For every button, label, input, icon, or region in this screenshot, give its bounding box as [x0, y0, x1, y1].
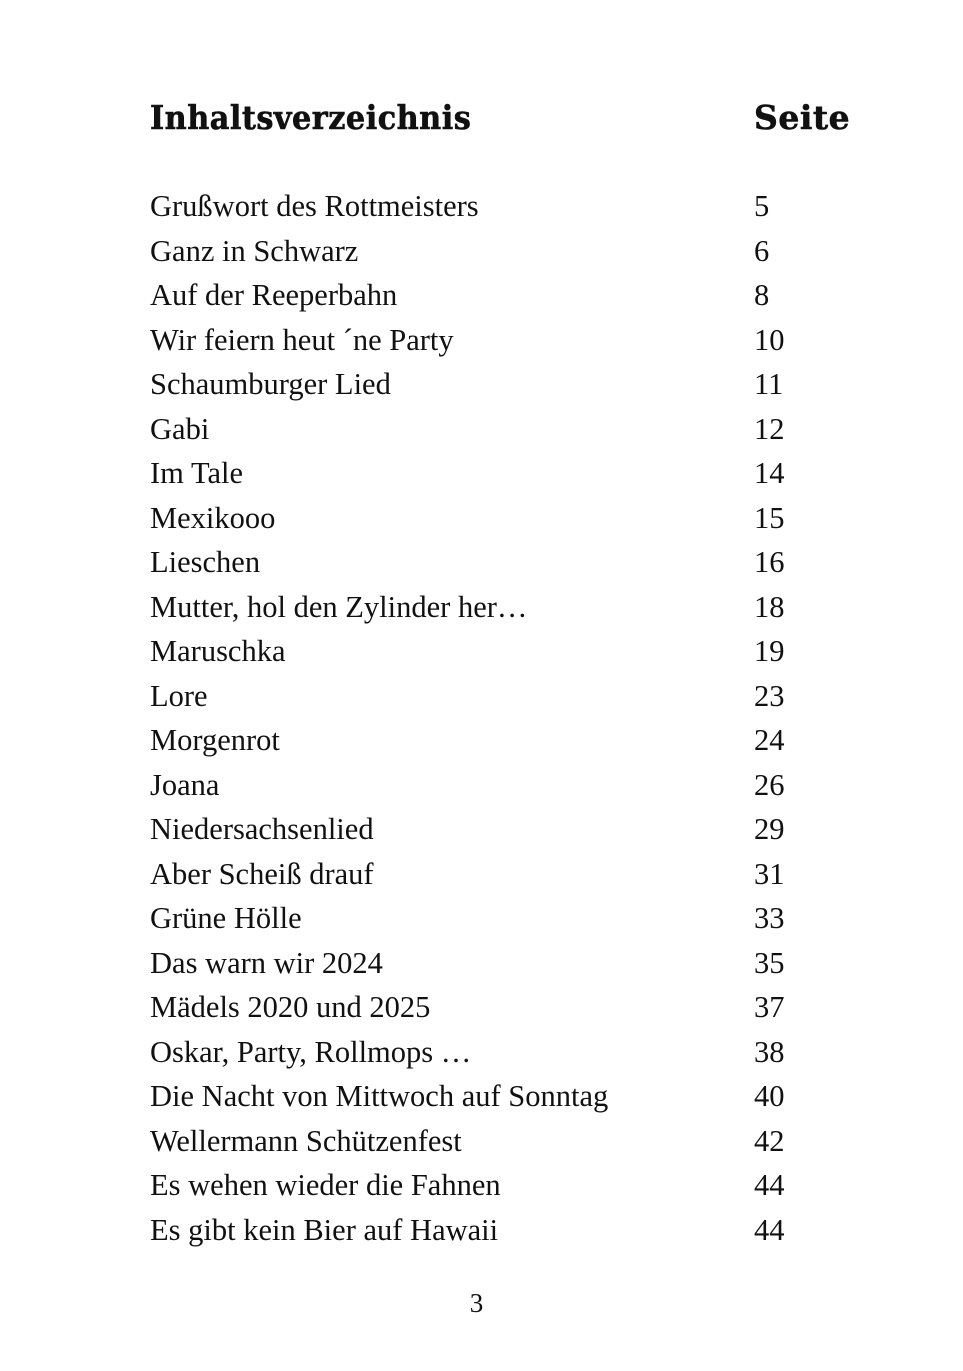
toc-entry-title: Lieschen	[150, 545, 261, 579]
toc-entry-page: 29	[754, 812, 785, 846]
toc-entry-page: 15	[754, 500, 785, 535]
toc-entry-page: 16	[754, 545, 785, 579]
toc-entry-title: Schaumburger Lied	[150, 367, 391, 401]
toc-entry	[150, 852, 840, 897]
toc-entry	[150, 229, 840, 274]
toc-entry	[150, 674, 840, 719]
toc-entry-title: Mutter, hol den Zylinder her…	[150, 589, 528, 624]
toc-entry	[150, 451, 840, 496]
toc-entry-page: 14	[754, 456, 785, 490]
toc-entry	[150, 184, 840, 229]
page-number: 3	[469, 1288, 484, 1318]
toc-entry-page: 10	[754, 322, 785, 357]
toc-entry-title: Es gibt kein Bier auf Hawaii	[150, 1212, 499, 1247]
toc-entry-page: 8	[754, 278, 770, 312]
toc-entry-title: Grüne Hölle	[150, 901, 302, 935]
toc-entry-title: Grußwort des Rottmeisters	[150, 189, 479, 223]
toc-entry	[150, 273, 840, 318]
toc-entry-title: Oskar, Party, Rollmops …	[150, 1034, 472, 1069]
toc-entry	[150, 1119, 840, 1164]
toc-entry-title: Im Tale	[150, 456, 244, 490]
toc-entry	[150, 1163, 840, 1208]
toc-entry	[150, 763, 840, 808]
toc-entry	[150, 496, 840, 541]
toc-entry	[150, 540, 840, 585]
toc-entry	[150, 896, 840, 941]
toc-entry-title: Aber Scheiß drauf	[150, 856, 374, 891]
toc-entry-page: 5	[754, 189, 770, 223]
toc-entry-page: 31	[754, 856, 785, 891]
toc-entry-page: 37	[754, 990, 785, 1024]
toc-entry	[150, 1208, 840, 1253]
toc-entry-page: 42	[754, 1123, 785, 1158]
toc-entry-page: 24	[754, 723, 785, 757]
toc-entry-page: 44	[754, 1168, 785, 1202]
toc-entry-title: Wellermann Schützenfest	[150, 1123, 462, 1158]
toc-entry-page: 40	[754, 1079, 785, 1113]
toc-entry-page: 11	[754, 367, 784, 401]
toc-heading: Inhaltsverzeichnis	[150, 98, 472, 137]
toc-header	[150, 98, 851, 148]
toc-entry	[150, 1030, 840, 1075]
toc-entry-title: Niedersachsenlied	[150, 812, 374, 846]
toc-entry-page: 33	[754, 901, 785, 935]
toc-entry	[150, 1074, 840, 1119]
toc-entry	[150, 629, 840, 674]
toc-entry	[150, 941, 840, 986]
toc-entry-title: Mexikooo	[150, 500, 276, 535]
toc-entry-title: Maruschka	[150, 634, 286, 668]
toc-entry	[150, 362, 840, 407]
toc-entry-page: 23	[754, 678, 785, 713]
toc-entry-page: 38	[754, 1034, 785, 1069]
toc-entry	[150, 985, 840, 1030]
toc-entry-title: Joana	[150, 767, 220, 802]
toc-entry-title: Mädels 2020 und 2025	[150, 990, 431, 1024]
toc-entry-title: Ganz in Schwarz	[150, 233, 359, 268]
toc-entry	[150, 318, 840, 363]
toc-entry-page: 12	[754, 411, 785, 446]
toc-list	[150, 184, 840, 1252]
toc-entry	[150, 718, 840, 763]
toc-entry-page: 26	[754, 767, 785, 802]
toc-page-column-heading: Seite	[754, 98, 851, 137]
toc-entry-page: 44	[754, 1212, 785, 1247]
toc-entry-title: Auf der Reeperbahn	[150, 278, 398, 312]
toc-entry-title: Es wehen wieder die Fahnen	[150, 1168, 501, 1202]
toc-entry-page: 18	[754, 589, 785, 624]
toc-entry-page: 6	[754, 233, 770, 268]
toc-entry-title: Gabi	[150, 411, 210, 446]
toc-entry-page: 35	[754, 945, 785, 980]
toc-entry-title: Wir feiern heut ´ne Party	[150, 322, 454, 357]
toc-entry	[150, 407, 840, 452]
toc-entry-title: Lore	[150, 678, 208, 713]
toc-entry	[150, 585, 840, 630]
toc-entry	[150, 807, 840, 852]
toc-entry-page: 19	[754, 634, 785, 668]
toc-entry-title: Das warn wir 2024	[150, 945, 383, 980]
toc-entry-title: Morgenrot	[150, 723, 280, 757]
toc-entry-title: Die Nacht von Mittwoch auf Sonntag	[150, 1079, 609, 1113]
